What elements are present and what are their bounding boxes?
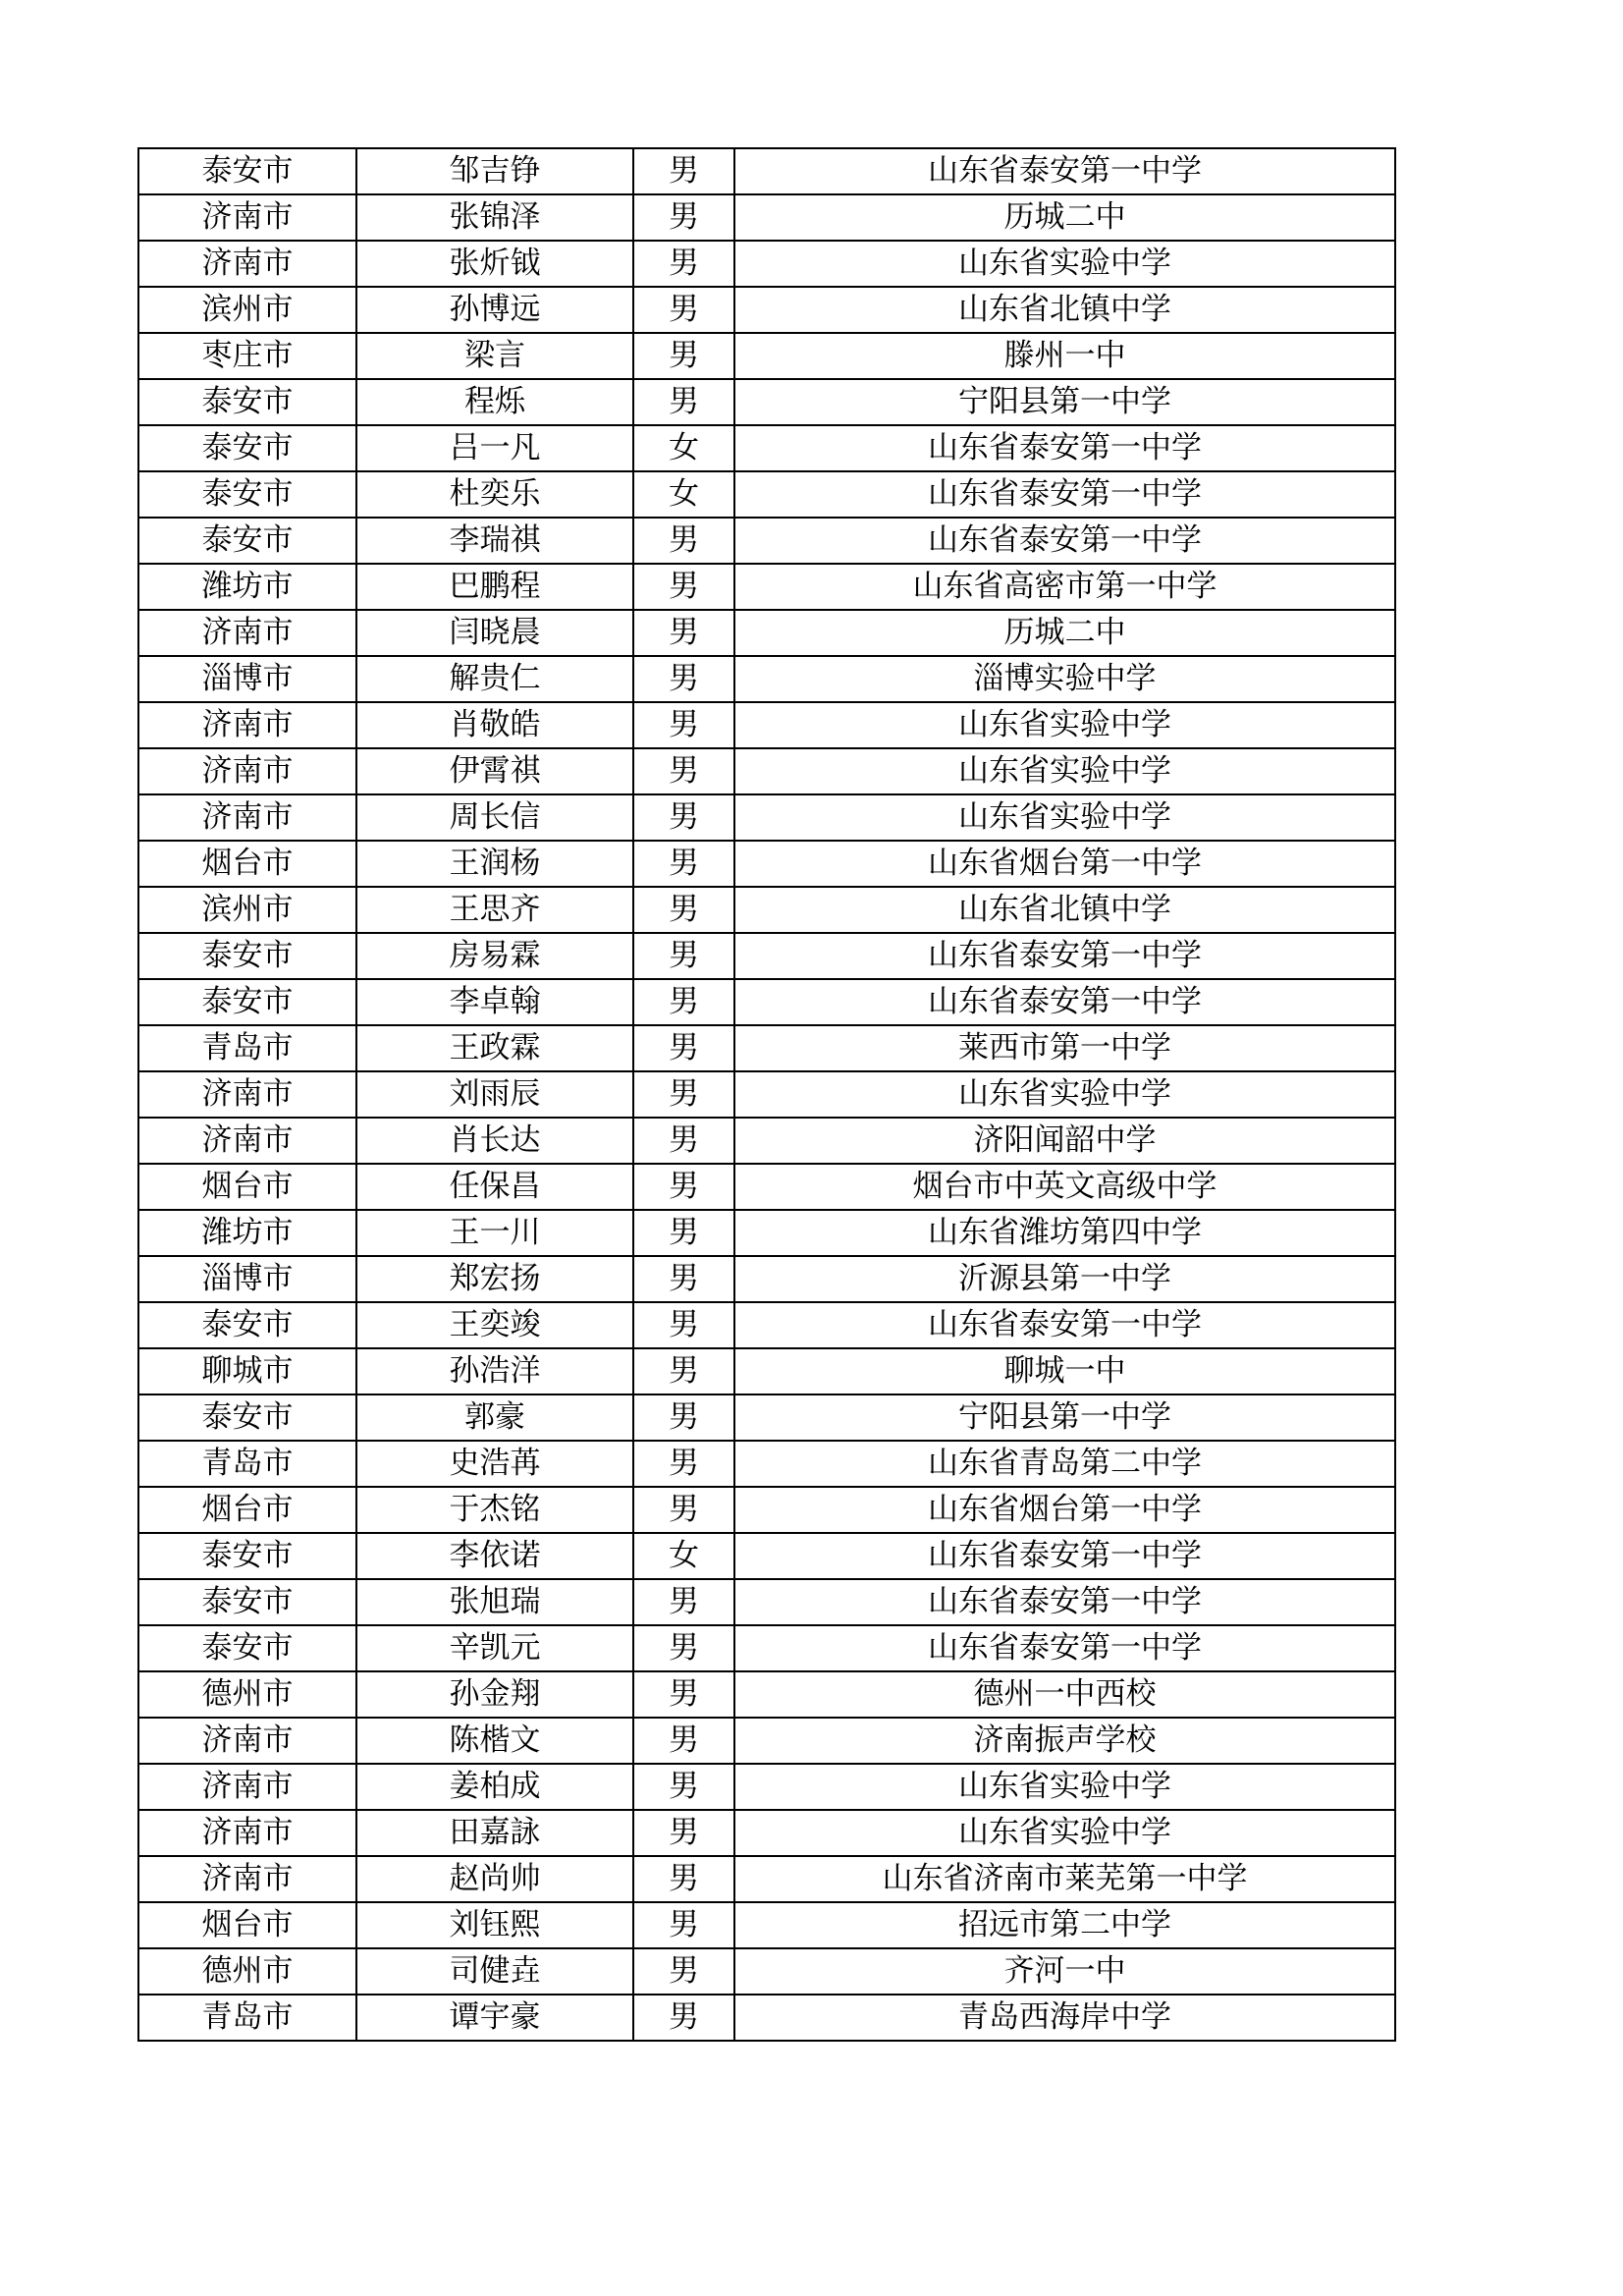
name-cell: 郑宏扬: [356, 1256, 633, 1302]
table-row: [138, 1948, 1395, 1995]
name-cell: 孙金翔: [356, 1671, 633, 1718]
table-row: [138, 1025, 1395, 1071]
gender-cell: 男: [633, 1025, 734, 1071]
name-cell: 王一川: [356, 1210, 633, 1256]
school-cell: 山东省泰安第一中学: [734, 933, 1395, 979]
name-cell: 李卓翰: [356, 979, 633, 1025]
city-cell: 泰安市: [138, 471, 356, 518]
city-cell: 泰安市: [138, 379, 356, 425]
city-cell: 泰安市: [138, 518, 356, 564]
city-cell: 济南市: [138, 1071, 356, 1118]
name-cell: 赵尚帅: [356, 1856, 633, 1902]
roster-table: [137, 147, 1396, 2042]
school-cell: 山东省泰安第一中学: [734, 471, 1395, 518]
name-cell: 吕一凡: [356, 425, 633, 471]
name-cell: 孙浩洋: [356, 1348, 633, 1394]
gender-cell: 男: [633, 1487, 734, 1533]
city-cell: 烟台市: [138, 841, 356, 887]
school-cell: 烟台市中英文高级中学: [734, 1164, 1395, 1210]
name-cell: 梁言: [356, 333, 633, 379]
city-cell: 济南市: [138, 794, 356, 841]
gender-cell: 男: [633, 794, 734, 841]
name-cell: 张锦泽: [356, 194, 633, 241]
city-cell: 淄博市: [138, 1256, 356, 1302]
city-cell: 济南市: [138, 1118, 356, 1164]
name-cell: 李依诺: [356, 1533, 633, 1579]
gender-cell: 男: [633, 1118, 734, 1164]
table-row: [138, 933, 1395, 979]
school-cell: 招远市第二中学: [734, 1902, 1395, 1948]
school-cell: 山东省济南市莱芜第一中学: [734, 1856, 1395, 1902]
city-cell: 枣庄市: [138, 333, 356, 379]
table-row: [138, 1902, 1395, 1948]
city-cell: 青岛市: [138, 1995, 356, 2041]
city-cell: 青岛市: [138, 1025, 356, 1071]
gender-cell: 男: [633, 1810, 734, 1856]
city-cell: 泰安市: [138, 1579, 356, 1625]
table-row: [138, 1995, 1395, 2041]
gender-cell: 男: [633, 1164, 734, 1210]
table-row: [138, 1256, 1395, 1302]
name-cell: 杜奕乐: [356, 471, 633, 518]
name-cell: 肖长达: [356, 1118, 633, 1164]
city-cell: 青岛市: [138, 1441, 356, 1487]
table-row: [138, 979, 1395, 1025]
gender-cell: 男: [633, 287, 734, 333]
gender-cell: 男: [633, 702, 734, 748]
table-row: [138, 1764, 1395, 1810]
gender-cell: 男: [633, 1948, 734, 1995]
school-cell: 齐河一中: [734, 1948, 1395, 1995]
school-cell: 山东省烟台第一中学: [734, 841, 1395, 887]
gender-cell: 男: [633, 1071, 734, 1118]
city-cell: 滨州市: [138, 287, 356, 333]
gender-cell: 男: [633, 933, 734, 979]
name-cell: 周长信: [356, 794, 633, 841]
table-row: [138, 564, 1395, 610]
table-row: [138, 1394, 1395, 1441]
school-cell: 山东省泰安第一中学: [734, 425, 1395, 471]
gender-cell: 男: [633, 841, 734, 887]
gender-cell: 女: [633, 471, 734, 518]
city-cell: 济南市: [138, 241, 356, 287]
table-row: [138, 1210, 1395, 1256]
name-cell: 程烁: [356, 379, 633, 425]
table-row: [138, 518, 1395, 564]
table-row: [138, 194, 1395, 241]
school-cell: 山东省实验中学: [734, 241, 1395, 287]
name-cell: 任保昌: [356, 1164, 633, 1210]
school-cell: 宁阳县第一中学: [734, 1394, 1395, 1441]
school-cell: 沂源县第一中学: [734, 1256, 1395, 1302]
name-cell: 巴鹏程: [356, 564, 633, 610]
city-cell: 泰安市: [138, 148, 356, 194]
name-cell: 王政霖: [356, 1025, 633, 1071]
city-cell: 济南市: [138, 1810, 356, 1856]
school-cell: 山东省北镇中学: [734, 287, 1395, 333]
gender-cell: 男: [633, 1394, 734, 1441]
gender-cell: 男: [633, 333, 734, 379]
name-cell: 闫晓晨: [356, 610, 633, 656]
table-row: [138, 1810, 1395, 1856]
school-cell: 淄博实验中学: [734, 656, 1395, 702]
name-cell: 房易霖: [356, 933, 633, 979]
school-cell: 山东省泰安第一中学: [734, 1533, 1395, 1579]
name-cell: 谭宇豪: [356, 1995, 633, 2041]
table-row: [138, 1164, 1395, 1210]
table-row: [138, 1118, 1395, 1164]
school-cell: 山东省实验中学: [734, 794, 1395, 841]
gender-cell: 男: [633, 1995, 734, 2041]
city-cell: 泰安市: [138, 933, 356, 979]
school-cell: 山东省泰安第一中学: [734, 979, 1395, 1025]
city-cell: 泰安市: [138, 1394, 356, 1441]
school-cell: 滕州一中: [734, 333, 1395, 379]
gender-cell: 男: [633, 1256, 734, 1302]
gender-cell: 男: [633, 1625, 734, 1671]
table-row: [138, 1671, 1395, 1718]
gender-cell: 男: [633, 1902, 734, 1948]
gender-cell: 男: [633, 1718, 734, 1764]
name-cell: 刘钰熙: [356, 1902, 633, 1948]
name-cell: 史浩苒: [356, 1441, 633, 1487]
table-row: [138, 656, 1395, 702]
roster-body: [138, 148, 1395, 2041]
name-cell: 伊霄祺: [356, 748, 633, 794]
school-cell: 山东省实验中学: [734, 748, 1395, 794]
school-cell: 历城二中: [734, 194, 1395, 241]
name-cell: 王思齐: [356, 887, 633, 933]
city-cell: 泰安市: [138, 1625, 356, 1671]
table-row: [138, 887, 1395, 933]
name-cell: 辛凯元: [356, 1625, 633, 1671]
table-row: [138, 702, 1395, 748]
city-cell: 泰安市: [138, 1302, 356, 1348]
table-row: [138, 471, 1395, 518]
city-cell: 烟台市: [138, 1487, 356, 1533]
gender-cell: 男: [633, 748, 734, 794]
name-cell: 张炘钺: [356, 241, 633, 287]
city-cell: 济南市: [138, 610, 356, 656]
gender-cell: 男: [633, 564, 734, 610]
city-cell: 德州市: [138, 1671, 356, 1718]
city-cell: 烟台市: [138, 1902, 356, 1948]
table-row: [138, 333, 1395, 379]
school-cell: 济南振声学校: [734, 1718, 1395, 1764]
city-cell: 济南市: [138, 702, 356, 748]
school-cell: 山东省泰安第一中学: [734, 1302, 1395, 1348]
school-cell: 山东省泰安第一中学: [734, 518, 1395, 564]
gender-cell: 男: [633, 887, 734, 933]
name-cell: 于杰铭: [356, 1487, 633, 1533]
table-row: [138, 1856, 1395, 1902]
school-cell: 莱西市第一中学: [734, 1025, 1395, 1071]
name-cell: 李瑞祺: [356, 518, 633, 564]
table-row: [138, 148, 1395, 194]
name-cell: 邹吉铮: [356, 148, 633, 194]
city-cell: 泰安市: [138, 425, 356, 471]
school-cell: 山东省实验中学: [734, 702, 1395, 748]
table-row: [138, 1348, 1395, 1394]
school-cell: 德州一中西校: [734, 1671, 1395, 1718]
gender-cell: 男: [633, 1441, 734, 1487]
city-cell: 烟台市: [138, 1164, 356, 1210]
city-cell: 济南市: [138, 1718, 356, 1764]
table-row: [138, 841, 1395, 887]
table-row: [138, 241, 1395, 287]
school-cell: 青岛西海岸中学: [734, 1995, 1395, 2041]
table-row: [138, 610, 1395, 656]
table-row: [138, 1625, 1395, 1671]
gender-cell: 男: [633, 1856, 734, 1902]
gender-cell: 男: [633, 194, 734, 241]
table-row: [138, 1441, 1395, 1487]
gender-cell: 女: [633, 1533, 734, 1579]
school-cell: 山东省实验中学: [734, 1810, 1395, 1856]
gender-cell: 男: [633, 1671, 734, 1718]
name-cell: 肖敬皓: [356, 702, 633, 748]
name-cell: 田嘉詠: [356, 1810, 633, 1856]
school-cell: 山东省潍坊第四中学: [734, 1210, 1395, 1256]
city-cell: 泰安市: [138, 1533, 356, 1579]
table-row: [138, 1487, 1395, 1533]
table-row: [138, 1302, 1395, 1348]
gender-cell: 男: [633, 1302, 734, 1348]
city-cell: 济南市: [138, 1764, 356, 1810]
gender-cell: 男: [633, 1210, 734, 1256]
gender-cell: 男: [633, 379, 734, 425]
name-cell: 王奕竣: [356, 1302, 633, 1348]
name-cell: 司健垚: [356, 1948, 633, 1995]
city-cell: 潍坊市: [138, 564, 356, 610]
school-cell: 山东省泰安第一中学: [734, 148, 1395, 194]
table-row: [138, 379, 1395, 425]
table-row: [138, 748, 1395, 794]
table-row: [138, 1718, 1395, 1764]
table-row: [138, 287, 1395, 333]
table-row: [138, 425, 1395, 471]
gender-cell: 男: [633, 1764, 734, 1810]
school-cell: 山东省高密市第一中学: [734, 564, 1395, 610]
gender-cell: 男: [633, 656, 734, 702]
table-row: [138, 1071, 1395, 1118]
gender-cell: 男: [633, 1348, 734, 1394]
name-cell: 陈楷文: [356, 1718, 633, 1764]
name-cell: 姜柏成: [356, 1764, 633, 1810]
school-cell: 历城二中: [734, 610, 1395, 656]
gender-cell: 男: [633, 979, 734, 1025]
school-cell: 山东省泰安第一中学: [734, 1579, 1395, 1625]
table-row: [138, 1533, 1395, 1579]
school-cell: 济阳闻韶中学: [734, 1118, 1395, 1164]
school-cell: 山东省实验中学: [734, 1764, 1395, 1810]
name-cell: 孙博远: [356, 287, 633, 333]
table-row: [138, 1579, 1395, 1625]
name-cell: 解贵仁: [356, 656, 633, 702]
gender-cell: 男: [633, 148, 734, 194]
school-cell: 山东省青岛第二中学: [734, 1441, 1395, 1487]
school-cell: 宁阳县第一中学: [734, 379, 1395, 425]
school-cell: 聊城一中: [734, 1348, 1395, 1394]
city-cell: 济南市: [138, 194, 356, 241]
gender-cell: 男: [633, 518, 734, 564]
gender-cell: 男: [633, 1579, 734, 1625]
city-cell: 滨州市: [138, 887, 356, 933]
city-cell: 潍坊市: [138, 1210, 356, 1256]
name-cell: 郭豪: [356, 1394, 633, 1441]
gender-cell: 男: [633, 241, 734, 287]
school-cell: 山东省北镇中学: [734, 887, 1395, 933]
city-cell: 济南市: [138, 1856, 356, 1902]
name-cell: 刘雨辰: [356, 1071, 633, 1118]
city-cell: 淄博市: [138, 656, 356, 702]
gender-cell: 男: [633, 610, 734, 656]
name-cell: 王润杨: [356, 841, 633, 887]
city-cell: 德州市: [138, 1948, 356, 1995]
gender-cell: 女: [633, 425, 734, 471]
name-cell: 张旭瑞: [356, 1579, 633, 1625]
school-cell: 山东省烟台第一中学: [734, 1487, 1395, 1533]
city-cell: 聊城市: [138, 1348, 356, 1394]
city-cell: 济南市: [138, 748, 356, 794]
school-cell: 山东省实验中学: [734, 1071, 1395, 1118]
table-row: [138, 794, 1395, 841]
city-cell: 泰安市: [138, 979, 356, 1025]
school-cell: 山东省泰安第一中学: [734, 1625, 1395, 1671]
